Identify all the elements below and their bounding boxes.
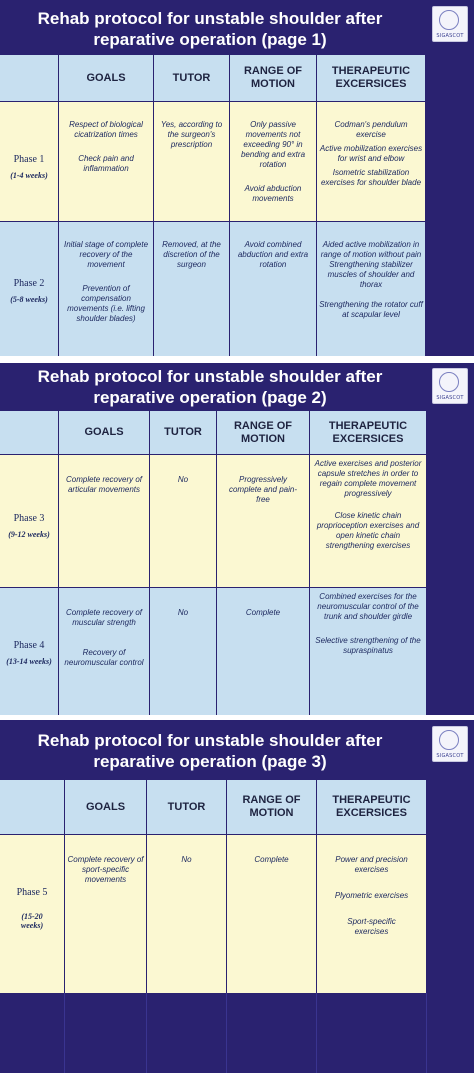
sigascot-logo — [432, 368, 468, 404]
tutor-cell — [154, 102, 229, 221]
header-goals: GOALS — [65, 780, 146, 834]
logo-emblem-icon — [439, 372, 459, 392]
protocol-page-2 — [0, 363, 474, 715]
exercise-item: Isometric stabilization exercises for shoulder blade — [320, 168, 422, 187]
phase-weeks: (9-12 weeks) — [8, 530, 50, 539]
rom-cell — [227, 835, 316, 993]
rom-item: Only passive movements not exceeding 90° in bending and extra rotation — [240, 120, 306, 169]
header-tutor: TUTOR — [154, 55, 229, 101]
rom-item: Avoid abduction movements — [244, 184, 302, 203]
goals-cell — [59, 102, 153, 221]
column-divider — [426, 993, 427, 1073]
header-tutor: TUTOR — [150, 411, 216, 454]
goal-item: Complete recovery of sport-specific movements — [67, 855, 144, 884]
header-range-of-motion — [230, 55, 316, 101]
rom-cell — [230, 222, 316, 356]
sigascot-logo — [432, 6, 468, 42]
exercise-item: Close kinetic chain proprioception exercises and open kinetic chain strengthening exercises — [316, 511, 420, 550]
phase-name: Phase 5 — [16, 887, 48, 898]
goal-item: Initial stage of complete recovery of the movement — [63, 240, 149, 269]
phase-name: Phase 3 — [13, 513, 45, 524]
exercise-item: Aided active mobilization in range of motion without pain — [320, 240, 422, 259]
title-line-1: Rehab protocol for unstable shoulder after — [37, 367, 383, 386]
phase-label — [0, 102, 58, 221]
right-margin — [427, 411, 474, 715]
logo-emblem-icon — [439, 10, 459, 30]
goals-cell — [59, 588, 149, 715]
header-text: RANGE OF MOTION — [242, 794, 301, 819]
page-title — [0, 8, 420, 50]
header-range-of-motion — [227, 780, 316, 834]
exercise-item: Plyometric exercises — [334, 891, 409, 900]
phase-label — [0, 835, 64, 993]
header-range-of-motion — [217, 411, 309, 454]
header-corner — [0, 411, 58, 454]
phase-name: Phase 4 — [13, 640, 45, 651]
protocol-page-3 — [0, 720, 474, 1073]
tutor-cell — [150, 455, 216, 587]
logo-text: SIGASCOT — [436, 753, 464, 759]
tutor-text: No — [177, 608, 189, 617]
title-line-2: reparative operation (page 2) — [93, 388, 327, 407]
goals-cell — [59, 455, 149, 587]
header-corner — [0, 780, 64, 834]
header-tutor: TUTOR — [147, 780, 226, 834]
column-divider — [64, 993, 65, 1073]
right-margin — [426, 55, 474, 356]
rom-item: Complete — [245, 608, 281, 617]
page-title — [0, 366, 420, 408]
header-exercises — [317, 55, 425, 101]
header-corner — [0, 55, 58, 101]
exercises-cell — [310, 588, 426, 715]
protocol-page-1 — [0, 0, 474, 356]
title-line-2: reparative operation (page 3) — [93, 752, 327, 771]
logo-text: SIGASCOT — [436, 395, 464, 401]
header-text: RANGE OF MOTION — [243, 65, 303, 90]
rom-item: Avoid combined abduction and extra rotation — [237, 240, 309, 269]
phase-name: Phase 2 — [13, 278, 45, 289]
goal-item: Respect of biological cicatrization times — [69, 120, 143, 139]
column-divider — [226, 993, 227, 1073]
header-exercises — [310, 411, 426, 454]
exercises-cell — [317, 102, 425, 221]
phase-weeks: (15-20 weeks) — [20, 912, 44, 930]
exercises-cell — [317, 835, 426, 993]
logo-text: SIGASCOT — [436, 33, 464, 39]
exercise-item: Strengthening stabilizer muscles of shoulder and thorax — [327, 260, 415, 289]
column-divider — [146, 993, 147, 1073]
goal-item: Complete recovery of articular movements — [65, 475, 143, 494]
sigascot-logo — [432, 726, 468, 762]
right-margin — [427, 780, 474, 1073]
goal-item: Check pain and inflammation — [78, 154, 134, 173]
goals-cell — [65, 835, 146, 993]
goal-item: Complete recovery of muscular strength — [65, 608, 143, 627]
header-text: THERAPEUTIC EXCERSICES — [331, 65, 411, 90]
exercises-cell — [310, 455, 426, 587]
logo-emblem-icon — [439, 730, 459, 750]
header-goals: GOALS — [59, 411, 149, 454]
goal-item: Recovery of neuromuscular control — [64, 648, 144, 667]
tutor-text: No — [177, 475, 189, 484]
goals-cell — [59, 222, 153, 356]
exercise-item: Strengthening the rotator cuff at scapular level — [319, 300, 423, 319]
header-text: THERAPEUTIC EXCERSICES — [332, 794, 411, 819]
title-line-1: Rehab protocol for unstable shoulder after — [37, 9, 383, 28]
tutor-text: Yes, according to the surgeon's prescription — [160, 120, 223, 149]
column-divider — [316, 993, 317, 1073]
goal-item: Prevention of compensation movements (i.e. lifting shoulder blades) — [67, 284, 145, 323]
phase-label — [0, 455, 58, 587]
tutor-cell — [154, 222, 229, 356]
tutor-text: Removed, at the discretion of the surgeon — [162, 240, 221, 269]
rom-item: Complete — [254, 855, 289, 864]
header-goals: GOALS — [59, 55, 153, 101]
header-text: THERAPEUTIC EXCERSICES — [328, 419, 408, 445]
exercises-cell — [317, 222, 425, 356]
exercise-item: Selective strengthening of the supraspinatus — [315, 636, 421, 655]
tutor-cell — [147, 835, 226, 993]
header-exercises — [317, 780, 426, 834]
exercise-item: Combined exercises for the neuromuscular control of the trunk and shoulder girdle — [317, 592, 419, 621]
header-text: RANGE OF MOTION — [233, 419, 293, 445]
page-title — [0, 730, 420, 772]
rom-cell — [230, 102, 316, 221]
exercise-item: Codman's pendulum exercise — [334, 120, 408, 139]
exercise-item: Sport-specific exercises — [347, 917, 396, 936]
rom-cell — [217, 455, 309, 587]
phase-name: Phase 1 — [13, 154, 45, 165]
tutor-cell — [150, 588, 216, 715]
phase-weeks: (5-8 weeks) — [10, 295, 48, 304]
phase-weeks: (1-4 weeks) — [10, 171, 48, 180]
exercise-item: Active mobilization exercises for wrist and elbow — [319, 144, 423, 163]
phase-weeks: (13-14 weeks) — [6, 657, 52, 666]
tutor-text: No — [181, 855, 192, 864]
phase-label — [0, 222, 58, 356]
title-line-1: Rehab protocol for unstable shoulder after — [37, 731, 383, 750]
page-divider — [0, 356, 474, 363]
rom-item: Progressively complete and pain-free — [228, 475, 298, 504]
exercise-item: Power and precision exercises — [335, 855, 408, 874]
phase-label — [0, 588, 58, 715]
title-line-2: reparative operation (page 1) — [93, 30, 327, 49]
exercise-item: Active exercises and posterior capsule stretches in order to regain complete movement progressively — [314, 459, 422, 498]
rom-cell — [217, 588, 309, 715]
